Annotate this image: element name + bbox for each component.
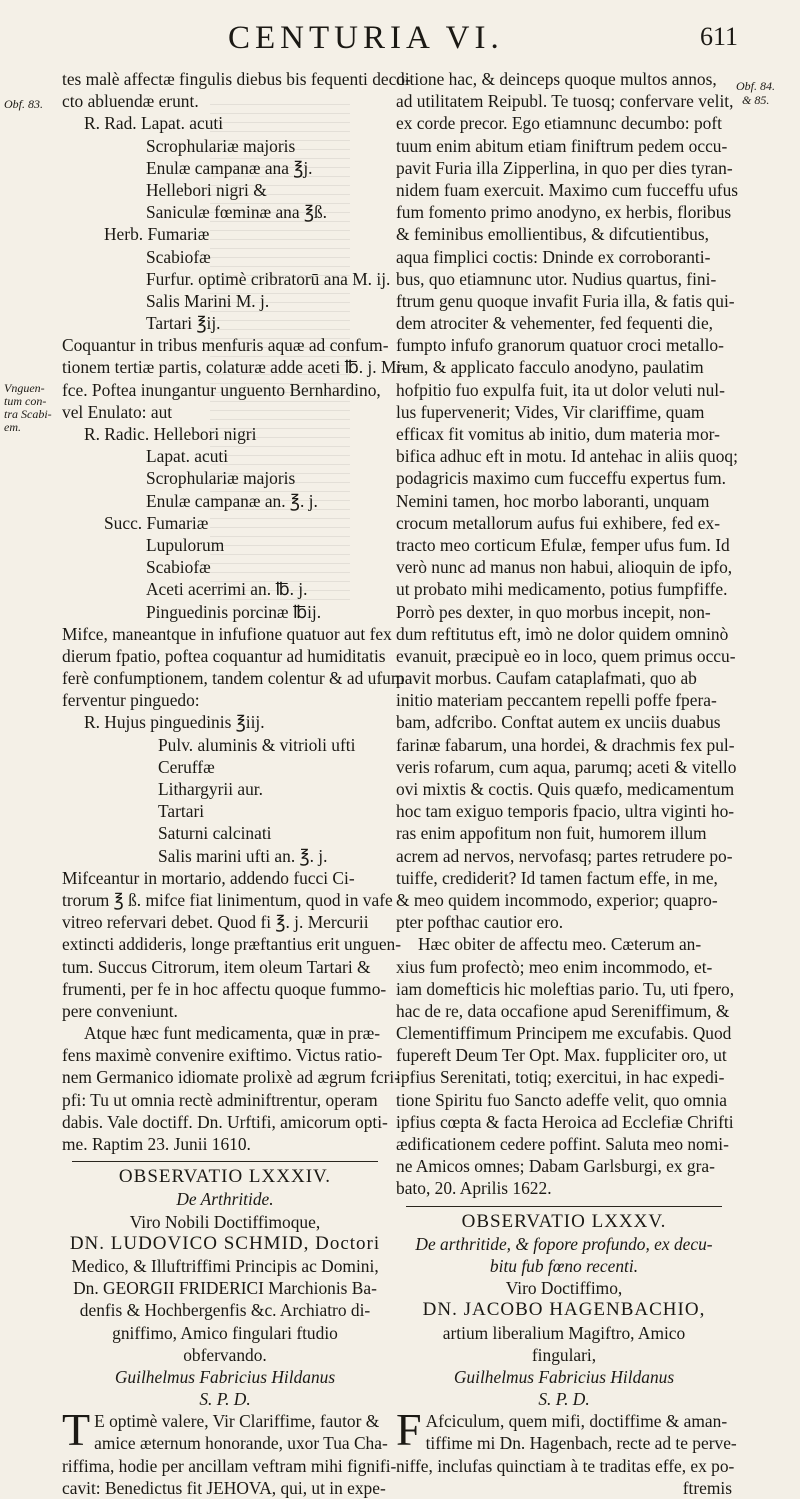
text-line: fupereft Deum Ter Opt. Max. fuppliciter oro, ut xyxy=(396,1045,727,1066)
section-divider xyxy=(72,1161,378,1162)
text-line: pfi: Tu ut omnia rectè adminiftrentur, operam xyxy=(62,1089,378,1110)
text-line: nem Germanico idiomate prolixè ad ægrum fcri- xyxy=(62,1067,401,1088)
text-line: Scabiofæ xyxy=(146,246,211,267)
letter-body xyxy=(396,1404,737,1499)
text-line: Tartari ℥ij. xyxy=(146,313,221,334)
author-line: Guilhelmus Fabricius Hildanus xyxy=(114,1366,336,1387)
observation-85-subtitle: De arthritide, & fopore profundo, ex decu- xyxy=(415,1233,713,1254)
margin-note-obs-85: & 85. xyxy=(742,93,770,107)
text-line: R. Rad. Lapat. acuti xyxy=(84,113,224,134)
text-line: Scabiofæ xyxy=(146,557,211,578)
text-line: pter pofthac cautior ero. xyxy=(396,912,564,933)
text-line: ipfius cœpta & facta Heroica ad Ecclefiæ Chrifti xyxy=(396,1111,734,1132)
salutation: S. P. D. xyxy=(199,1389,251,1410)
margin-note-obs-84: Obf. 84. xyxy=(736,79,775,93)
text-line: evanuit, præcipuè eo in loco, quem primus occu- xyxy=(396,645,736,666)
catchword: ftremis xyxy=(682,1477,732,1498)
right-column xyxy=(396,68,739,1499)
text-line: hac de re, data occafione apud Sereniffimum, & xyxy=(396,1000,730,1021)
addressee-line: artium liberalium Magiftro, Amico xyxy=(442,1322,686,1343)
observation-85-subtitle: bitu fub fœno recenti. xyxy=(489,1255,639,1276)
text-line: E optimè valere, Vir Clariffime, fautor & xyxy=(94,1411,380,1432)
text-line: iam domefticis hic moleftias pario. Tu, uti fpero, xyxy=(396,978,735,999)
text-line: Saniculæ fœminæ ana ℥ß. xyxy=(146,202,328,223)
text-line: Coquantur in tribus menfuris aquæ ad confum- xyxy=(62,335,389,356)
margin-note-line: tra Scabi- xyxy=(4,407,52,421)
addressee-line: denfis & Hochbergenfis &c. Archiatro di- xyxy=(79,1300,371,1321)
text-line: frumenti, per fe in hoc affectu quoque fummo- xyxy=(62,978,387,999)
text-line: ovi mixtis & coctis. Quis quæfo, medicamentum xyxy=(396,779,735,799)
text-line: pavit Furia illa Zipperlina, in quo per dies tyran- xyxy=(396,157,733,178)
margin-note-unguentum xyxy=(4,382,52,434)
text-line: Mifceantur in mortario, addendo fucci Ci- xyxy=(62,867,355,888)
text-line: bus, quo etiamnunc utor. Nudius quartus, fini- xyxy=(396,268,717,289)
addressee-line: Viro Nobili Doctiffimoque, xyxy=(129,1211,321,1232)
text-line: Succ. Fumariæ xyxy=(104,512,209,533)
section-divider xyxy=(406,1206,722,1207)
text-line: bifica adhuc eft in motu. Id antehac in aliis quoq; xyxy=(396,446,738,467)
text-line: Salis marini ufti an. ℥. j. xyxy=(158,845,328,866)
text-line: Ceruffæ xyxy=(158,756,215,777)
text-line: crocum metallorum aufus fui exhibere, fed ex- xyxy=(396,512,721,533)
text-line: fce. Poftea inungantur unguento Bernhardino, xyxy=(62,379,381,400)
page-number: 611 xyxy=(700,22,739,51)
addressee-line: Viro Doctiffimo, xyxy=(505,1278,623,1299)
text-line: Enulæ campanæ ana ℥j. xyxy=(146,157,313,178)
text-line: R. Hujus pinguedinis ℥iij. xyxy=(84,712,265,733)
text-line: ferventur pinguedo: xyxy=(62,690,200,711)
observation-85-heading: OBSERVATIO LXXXV. xyxy=(461,1210,667,1232)
text-line: Clementiffimum Principem me excufabis. Quod xyxy=(396,1023,732,1044)
text-line: hoc tam exiguo temporis fpacio, ultra viginti ho- xyxy=(396,801,735,822)
text-line: veris rofarum, cum aqua, parumq; aceti & vitello xyxy=(396,756,737,777)
text-line: riffima, hodie per ancillam veftram mihi fignifi- xyxy=(62,1455,397,1476)
addressee-line: Medico, & Illuftriffimi Principis ac Domini, xyxy=(71,1255,379,1276)
addressee-name: DN. JACOBO HAGENBACHIO, xyxy=(422,1299,706,1321)
text-line: lus fupervenerit; Vides, Vir clariffime, quam xyxy=(396,401,705,422)
text-line: podagricis maximo cum fucceffu expertus fum. xyxy=(396,468,726,489)
text-line: aqua fimplici coctis: Dninde ex corroboranti- xyxy=(396,246,711,267)
text-line: efficax fit vomitus ab initio, dum materia mor- xyxy=(396,424,720,444)
text-line: vitreo refervari debet. Quod fi ℥. j. Mercurii xyxy=(62,912,369,933)
text-line: ipfius Serenitati, totiq; exercitui, in hac expedi- xyxy=(396,1067,725,1088)
text-line: trorum ℥ ß. mifce fiat linimentum, quod in vafe xyxy=(62,889,393,910)
text-line: Enulæ campanæ an. ℥. j. xyxy=(146,490,318,511)
text-line: dierum fpatio, poftea coquantur ad humiditatis xyxy=(62,645,386,666)
observation-84-heading: OBSERVATIO LXXXIV. xyxy=(118,1166,332,1188)
text-line: tracto meo corticum Efulæ, femper ufus fum. Id xyxy=(396,534,730,555)
text-line: cavit: Benedictus fit JEHOVA, qui, ut in expe- xyxy=(62,1477,386,1498)
text-line: verò nunc ad manus non habui, alioquin de ipfo, xyxy=(396,557,733,578)
margin-note-obs-83: Obf. 83. xyxy=(4,97,43,111)
text-line: Herb. Fumariæ xyxy=(104,224,210,245)
drop-cap: T xyxy=(62,1404,91,1456)
margin-note-line: tum con- xyxy=(4,394,47,408)
text-line: tum. Succus Citrorum, item oleum Tartari & xyxy=(62,956,371,977)
text-line: ditione hac, & deinceps quoque multos annos, xyxy=(396,69,717,89)
letter-body xyxy=(62,1404,397,1499)
text-line: vel Enulato: aut xyxy=(62,401,173,422)
text-line: Pinguedinis porcinæ ℔ij. xyxy=(146,601,322,622)
text-line: ras enim appofitum non fuit, humorem illum xyxy=(396,823,707,844)
text-line: Lupulorum xyxy=(146,534,225,555)
text-line: Hæc obiter de affectu meo. Cæterum an- xyxy=(418,934,702,955)
text-line: & meo quidem incommodo, experior; quapro- xyxy=(396,889,718,910)
text-line: Nemini tamen, hoc morbo laboranti, unquam xyxy=(396,490,710,511)
text-line: dabis. Vale doctiff. Dn. Urftifi, amicorum opti- xyxy=(62,1111,388,1132)
addressee-line: Dn. GEORGII FRIDERICI Marchionis Ba- xyxy=(73,1278,377,1299)
text-line: tuum enim abitum etiam finiftrum pedem occu- xyxy=(396,135,728,156)
margin-note-line: em. xyxy=(4,420,21,434)
addressee-line: gniffimo, Amico fingulari ftudio xyxy=(112,1322,338,1343)
text-line: bato, 20. Aprilis 1622. xyxy=(396,1178,552,1199)
text-line: tiffime mi Dn. Hagenbach, recte ad te perve- xyxy=(425,1433,737,1454)
text-line: Pulv. aluminis & vitrioli ufti xyxy=(158,734,356,755)
text-line: tuiffe, crediderit? Id tamen factum effe, in me, xyxy=(396,867,718,888)
text-line: R. Radic. Hellebori nigri xyxy=(84,424,257,444)
running-header xyxy=(0,10,800,58)
text-line: Porrò pes dexter, in quo morbus incepit, non- xyxy=(396,601,711,622)
text-line: ædificationem cedere poffint. Saluta meo nomi- xyxy=(396,1134,729,1154)
text-line: Salis Marini M. j. xyxy=(146,290,270,311)
text-line: niffe, inclufas quinctiam à te traditas effe, ex po- xyxy=(396,1455,735,1476)
observation-84-subtitle: De Arthritide. xyxy=(176,1189,274,1210)
text-line: Scrophulariæ majoris xyxy=(146,135,296,156)
text-line: hofpitio fuo expulfa fuit, ita ut dolor veluti nul- xyxy=(396,379,725,400)
text-line: ne Amicos omnes; Dabam Garlsburgi, ex gra- xyxy=(396,1156,715,1177)
text-line: dem atrociter & vehementer, fed fequenti die, xyxy=(396,313,714,334)
text-line: pere conveniunt. xyxy=(62,1000,178,1021)
text-line: cto abluendæ erunt. xyxy=(62,91,199,112)
text-line: pavit morbus. Caufam cataplafmati, quo ab xyxy=(396,668,697,689)
author-line: Guilhelmus Fabricius Hildanus xyxy=(453,1366,675,1387)
drop-cap: F xyxy=(396,1404,422,1456)
text-line: fens maximè convenire exiftimo. Victus ratio- xyxy=(62,1045,383,1066)
text-line: dum reftitutus eft, imò ne dolor quidem omninò xyxy=(396,623,729,644)
text-line: me. Raptim 23. Junii 1610. xyxy=(62,1134,251,1154)
text-line: Aceti acerrimi an. ℔. j. xyxy=(146,579,308,600)
text-line: rum, & applicato facculo anodyno, paulatim xyxy=(396,357,704,378)
text-line: ad utilitatem Reipubl. Te tuosq; confervare velit, xyxy=(396,91,734,112)
text-line: tes malè affectæ fingulis diebus bis fequenti deco- xyxy=(62,69,411,89)
text-line: Furfur. optimè cribratorū ana M. ij. xyxy=(146,268,391,289)
text-line: ftrum genu quoque invafit Furia illa, & fatis qui- xyxy=(396,290,735,311)
text-line: fumpto infufo granorum quatuor croci metallo- xyxy=(396,335,724,356)
left-column xyxy=(62,68,411,1499)
text-line: bam, adfcribo. Conftat autem ex unciis duabus xyxy=(396,712,721,733)
text-line: Atque hæc funt medicamenta, quæ in præ- xyxy=(84,1023,381,1044)
text-line: & feminibus emollientibus, & difcutientibus, xyxy=(396,224,709,245)
text-line: tione Spiritu fuo Sancto adeffe velit, quo omnia xyxy=(396,1089,727,1110)
salutation: S. P. D. xyxy=(538,1389,590,1410)
running-title: CENTURIA VI. xyxy=(228,20,504,56)
addressee-line: fingulari, xyxy=(531,1344,597,1365)
text-line: Tartari xyxy=(158,801,205,822)
text-line: Lithargyrii aur. xyxy=(158,779,263,799)
text-line: farinæ fabarum, una hordei, & drachmis fex pul- xyxy=(396,734,735,755)
text-line: Mifce, maneantque in infufione quatuor aut fex xyxy=(62,623,392,644)
text-line: xius fum profectò; meo enim incommodo, et- xyxy=(396,956,713,977)
text-line: nidem fuam exercuit. Maximo cum fucceffu ufus xyxy=(396,179,739,200)
text-line: acrem ad nervos, nervofasq; partes retrudere po- xyxy=(396,845,733,866)
text-line: initio materiam peccantem repelli poffe fpera- xyxy=(396,690,717,711)
text-line: Afciculum, quem mifi, doctiffime & aman- xyxy=(425,1411,728,1432)
text-line: fum fomento primo anodyno, ex herbis, floribus xyxy=(396,202,732,223)
text-line: ex corde precor. Ego etiamnunc decumbo: poft xyxy=(396,113,722,134)
text-line: ut probato mihi medicamento, potius fumpfiffe. xyxy=(396,579,728,600)
text-line: Saturni calcinati xyxy=(158,823,272,844)
text-line: amice æternum honorande, uxor Tua Cha- xyxy=(94,1433,388,1454)
text-line: Hellebori nigri & xyxy=(146,179,267,200)
text-line: tionem tertiæ partis, colaturæ adde aceti ℔. j. Mi- xyxy=(62,357,408,378)
text-line: extincti addideris, longe præftantius erit unguen- xyxy=(62,934,402,955)
text-line: ferè confumptionem, tandem colentur & ad ufum xyxy=(62,668,405,689)
text-line: Scrophulariæ majoris xyxy=(146,468,296,489)
margin-note-line: Vnguen- xyxy=(4,381,45,395)
addressee-line: obfervando. xyxy=(183,1344,267,1365)
text-line: Lapat. acuti xyxy=(146,446,229,467)
addressee-name: DN. LUDOVICO SCHMID, Doctori xyxy=(69,1232,381,1254)
